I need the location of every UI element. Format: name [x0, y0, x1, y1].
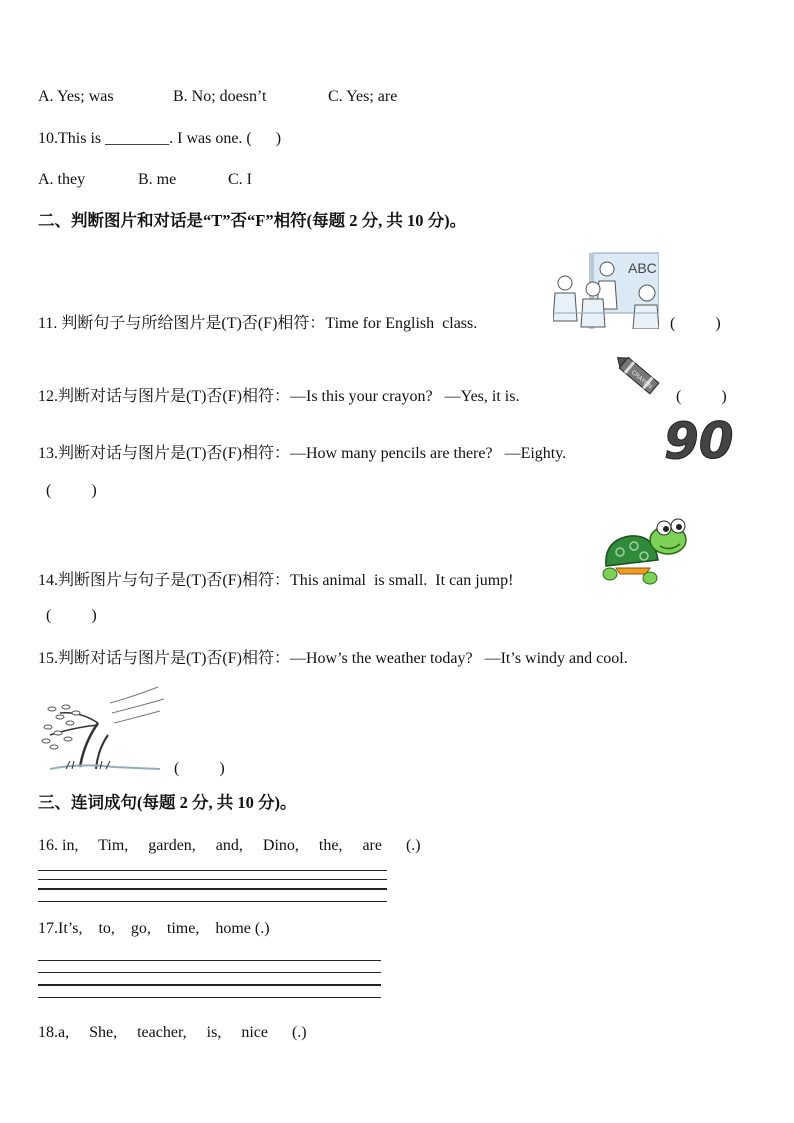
- number-ninety-picture: [662, 410, 734, 464]
- q11-answer-paren[interactable]: ( ): [670, 315, 721, 332]
- q15-answer-paren[interactable]: ( ): [174, 760, 225, 777]
- windy-tree-picture: [40, 683, 168, 771]
- q9-option-b: B. No; doesn’t: [173, 88, 267, 105]
- q18-words: 18.a, She, teacher, is, nice (.): [38, 1024, 307, 1041]
- q17-writing-line-1[interactable]: [38, 960, 381, 961]
- q10-option-b: B. me: [138, 171, 177, 188]
- q14-answer-paren[interactable]: ( ): [46, 607, 97, 624]
- turtle-picture: [598, 516, 690, 588]
- classroom-board-text: ABC: [628, 260, 657, 276]
- q10-option-c: C. I: [228, 171, 252, 188]
- q9-option-a: A. Yes; was: [38, 88, 114, 105]
- q13-answer-paren[interactable]: ( ): [46, 482, 97, 499]
- classroom-picture: [553, 251, 659, 329]
- q14-text: 14.判断图片与句子是(T)否(F)相符：This animal is small. It can jump!: [38, 572, 514, 589]
- q9-option-c: C. Yes; are: [328, 88, 398, 105]
- q17-writing-line-4[interactable]: [38, 997, 381, 998]
- svg-text:CRAYON: CRAYON: [629, 369, 653, 391]
- q17-writing-line-2[interactable]: [38, 972, 381, 973]
- q16-writing-line-4[interactable]: [38, 901, 387, 902]
- q10-option-a: A. they: [38, 171, 86, 188]
- q12-answer-paren[interactable]: ( ): [676, 388, 727, 405]
- q16-words: 16. in, Tim, garden, and, Dino, the, are (.): [38, 837, 421, 854]
- q17-writing-line-3[interactable]: [38, 984, 381, 986]
- q13-text: 13.判断对话与图片是(T)否(F)相符：—How many pencils are there? —Eighty.: [38, 445, 567, 462]
- section2-heading: 二、判断图片和对话是“T”否“F”相符(每题 2 分, 共 10 分)。: [38, 211, 467, 230]
- ninety-number-text: 90: [664, 412, 734, 464]
- q16-writing-line-2[interactable]: [38, 879, 387, 880]
- q16-writing-line-1[interactable]: [38, 870, 387, 871]
- q16-writing-line-3[interactable]: [38, 888, 387, 890]
- crayon-picture: [608, 347, 664, 399]
- section3-heading: 三、连词成句(每题 2 分, 共 10 分)。: [38, 793, 297, 812]
- q11-text: 11. 判断句子与所给图片是(T)否(F)相符：Time for English class.: [38, 315, 478, 332]
- q12-text: 12.判断对话与图片是(T)否(F)相符：—Is this your crayon? —Yes, it is.: [38, 388, 520, 405]
- q10-stem: 10.This is ________. I was one. ( ): [38, 130, 282, 147]
- q15-text: 15.判断对话与图片是(T)否(F)相符：—How’s the weather today? —It’s windy and cool.: [38, 650, 628, 667]
- q17-words: 17.It’s, to, go, time, home (.): [38, 920, 270, 937]
